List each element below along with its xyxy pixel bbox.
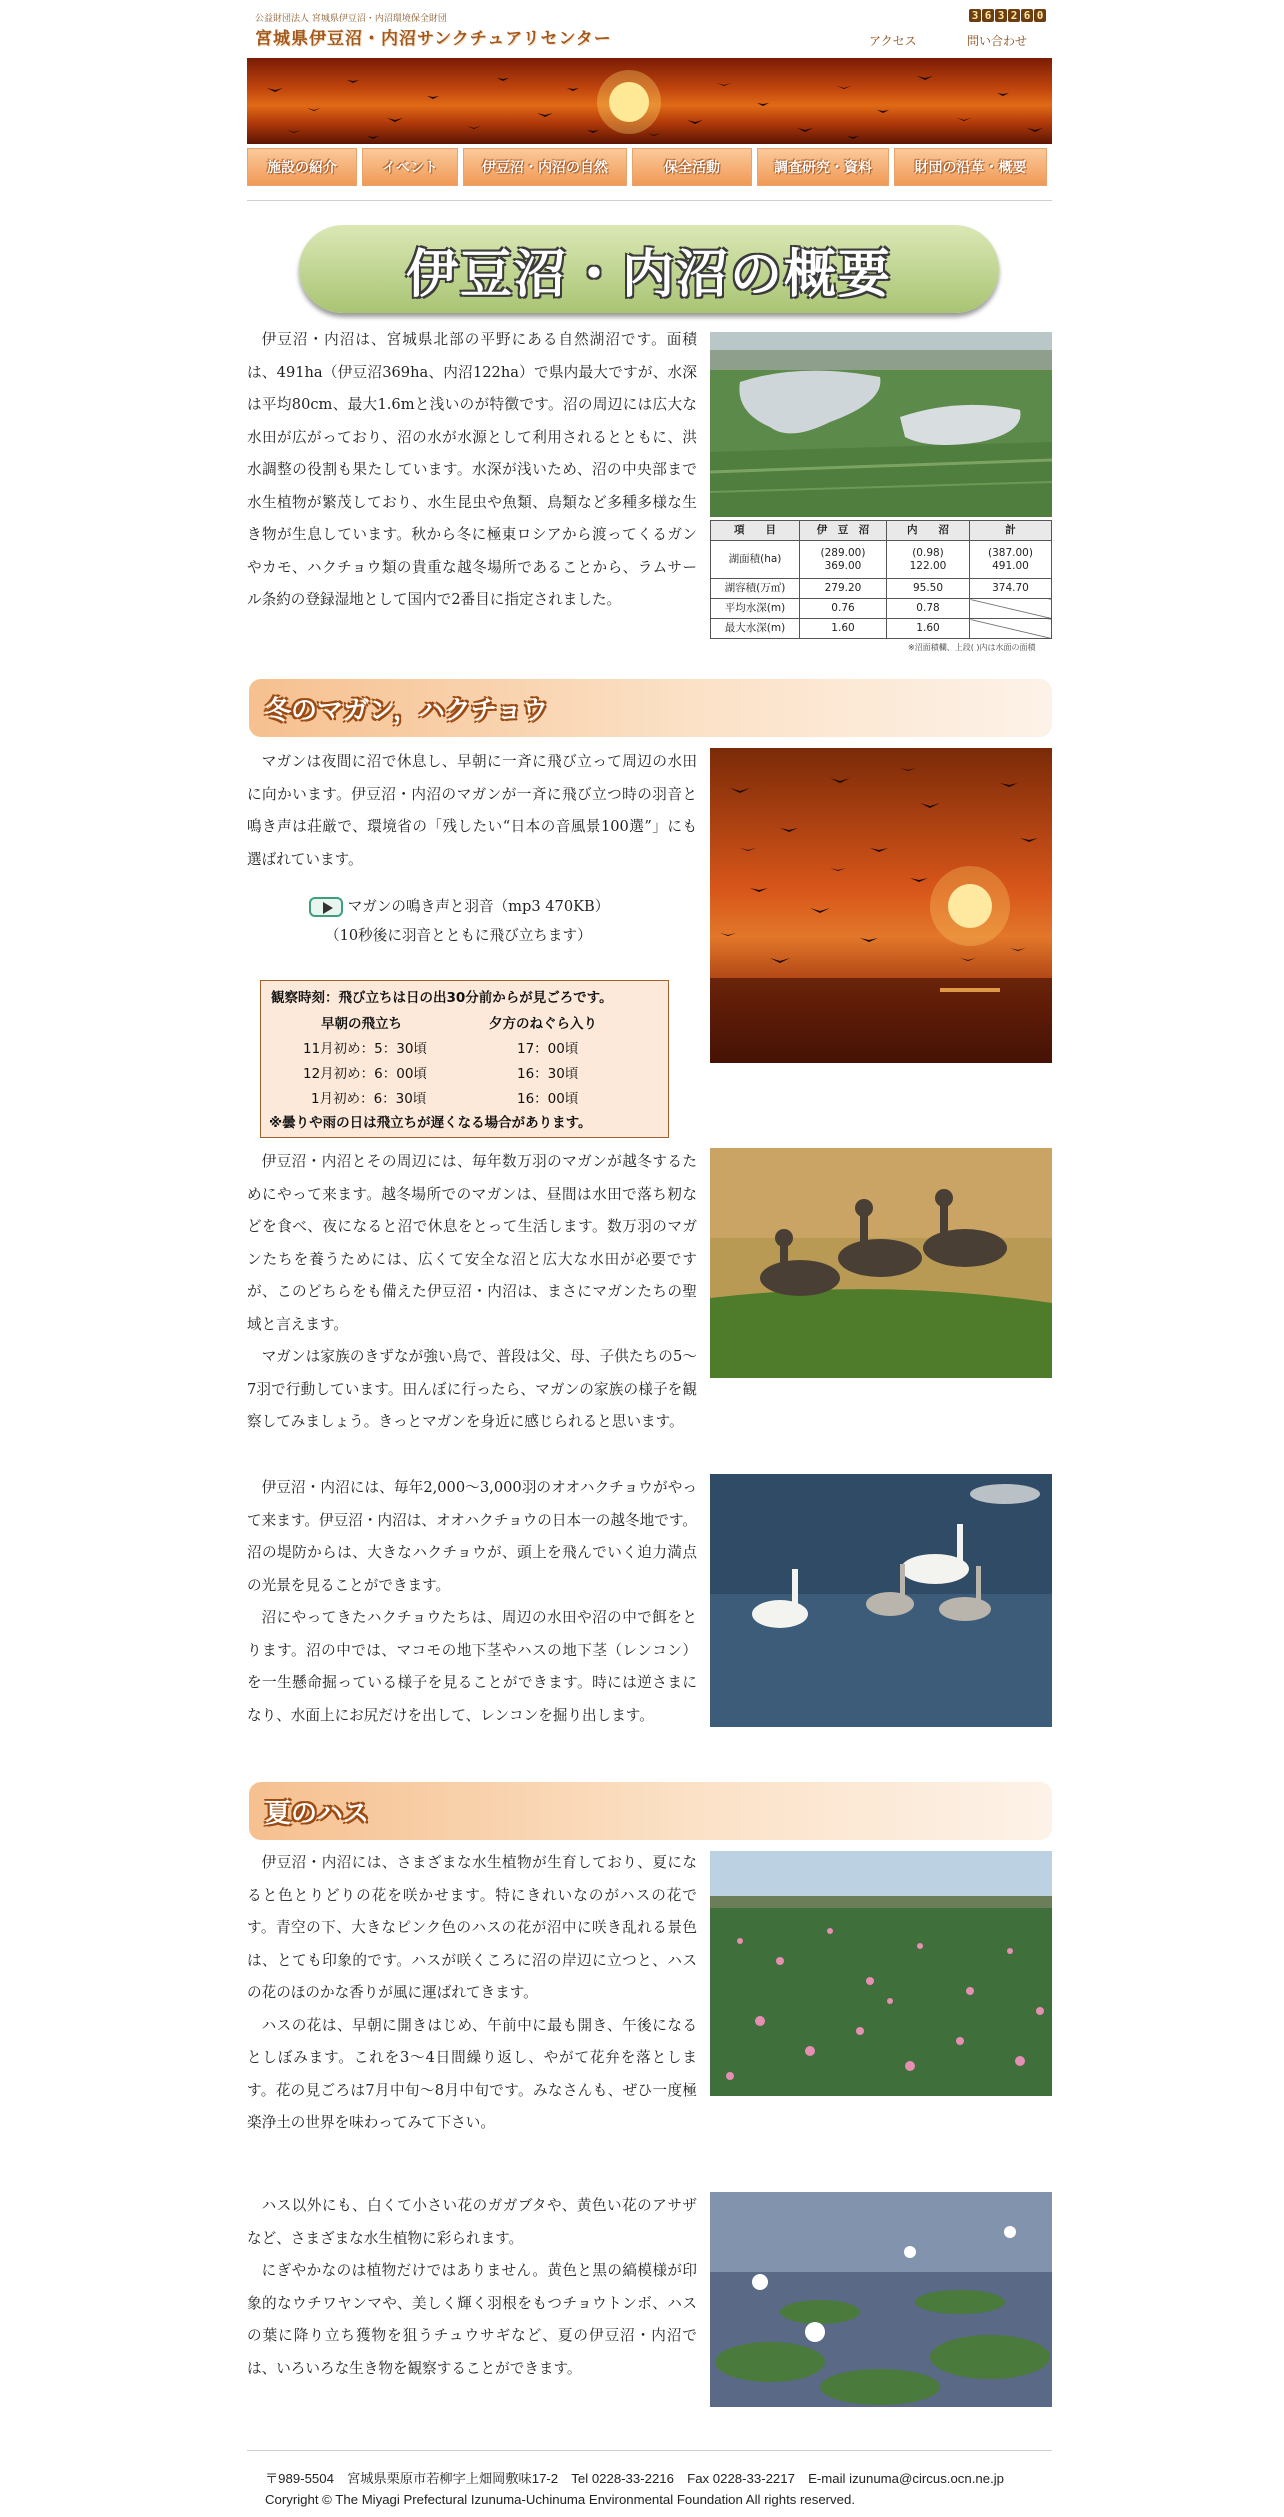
table-cell: (387.00) 491.00: [970, 541, 1052, 579]
observe-note: ※曇りや雨の日は飛立ちが遅くなる場合があります。: [269, 1115, 592, 1131]
nav-research[interactable]: 調査研究・資料: [757, 148, 889, 186]
table-cell: 最大水深(m): [711, 619, 800, 639]
section-heading-summer: 夏のハス: [249, 1782, 1052, 1840]
table-cell: (289.00) 369.00: [800, 541, 887, 579]
visitor-counter: [969, 9, 1046, 22]
counter-digit: 2: [1008, 9, 1020, 22]
table-cell: 1.60: [887, 619, 970, 639]
table-note: ※沼面積欄、上段( )内は水面の面積: [908, 643, 1036, 652]
table-cell: [970, 619, 1052, 639]
org-subtitle: 公益財団法人 宮城県伊豆沼・内沼環境保全財団: [255, 14, 447, 24]
winter-text-3: 伊豆沼・内沼には、毎年2,000～3,000羽のオオハクチョウがやって来ます。伊豆沼・内沼は、オオハクチョウの日本一の越冬地です。沼の堤防からは、大きなハクチョウが、頭上を飛んでいく迫力満点の光景を見ることができます。 沼にやってきたハクチョウたちは、周辺の水田や沼の中で餌をとります。沼の中では、マコモの地下茎やハスの地下茎（レンコン）を一生懸命掘っている様子を見ることができます。時には逆さまになり、水面上にお尻だけを出して、レンコンを掘り出します。: [247, 1479, 697, 1724]
table-cell: [970, 599, 1052, 619]
table-cell: 95.50: [887, 579, 970, 599]
table-header: 内 沼: [887, 521, 970, 541]
nav-conservation[interactable]: 保全活動: [632, 148, 752, 186]
overview-text: 伊豆沼・内沼は、宮城県北部の平野にある自然湖沼です。面積は、491ha（伊豆沼369ha、内沼122ha）で県内最大ですが、水深は平均80cm、最大1.6mと浅いのが特徴です。沼の周辺には広大な水田が広がっており、沼の水が水源として利用されるとともに、洪水調整の役割も果たしています。水深が浅いため、沼の中央部まで水生植物が繁茂しており、水生昆虫や魚類、鳥類など多種多様な生き物が生息しています。秋から冬に極東ロシアから渡ってくるガンやカモ、ハクチョウ類の貴重な越冬場所であることから、ラムサール条約の登録湿地として国内で2番目に指定されました。: [247, 331, 697, 608]
divider: [247, 200, 1052, 201]
nav-facility[interactable]: 施設の紹介: [247, 148, 357, 186]
footer-address: 〒989-5504 宮城県栗原市若柳字上畑岡敷味17-2 Tel 0228-33-2216 Fax 0228-33-2217 E-mail izunuma@circus.ocn.ne.jp: [265, 2471, 1004, 2486]
section-heading-winter: 冬のマガン，ハクチョウ: [249, 679, 1052, 737]
site-logo-title[interactable]: 宮城県伊豆沼・内沼サンクチュアリセンター: [255, 29, 612, 49]
table-cell: 1.60: [800, 619, 887, 639]
play-icon[interactable]: [309, 897, 343, 917]
table-header: 項 目: [711, 521, 800, 541]
geese-sunset-photo: [710, 748, 1052, 1063]
table-header: 伊 豆 沼: [800, 521, 887, 541]
geese-family-photo: [710, 1148, 1052, 1378]
main-nav: [247, 148, 1052, 186]
lotus-field-photo: [710, 1851, 1052, 2096]
table-cell: 平均水深(m): [711, 599, 800, 619]
audio-note: （10秒後に羽音とともに飛び立ちます）: [325, 927, 592, 944]
table-cell: 0.76: [800, 599, 887, 619]
observe-evening: 16：00頃: [517, 1091, 579, 1107]
nav-nature[interactable]: 伊豆沼・内沼の自然: [463, 148, 627, 186]
table-cell: 279.20: [800, 579, 887, 599]
contact-link[interactable]: 問い合わせ: [967, 34, 1028, 48]
winter-text-1: マガンは夜間に沼で休息し、早朝に一斉に飛び立って周辺の水田に向かいます。伊豆沼・内沼のマガンが一斉に飛び立つ時の羽音と鳴き声は荘厳で、環境省の「残したい“日本の音風景100選”」にも選ばれています。: [247, 753, 697, 868]
swans-photo: [710, 1474, 1052, 1727]
summer-text-2: ハス以外にも、白くて小さい花のガガブタや、黄色い花のアサザなど、さまざまな水生植物に彩られます。 にぎやかなのは植物だけではありません。黄色と黒の縞模様が印象的なウチワヤンマや、美しく輝く羽根をもつチョウトンボ、ハスの葉に降り立ち獲物を狙うチュウサギなど、夏の伊豆沼・内沼では、いろいろな生き物を観察することができます。: [247, 2197, 697, 2377]
footer-divider: [247, 2450, 1052, 2451]
access-link[interactable]: アクセス: [869, 34, 917, 48]
observe-col-evening: 夕方のねぐら入り: [489, 1016, 597, 1032]
lake-data-table: [710, 520, 1052, 639]
table-cell: 0.78: [887, 599, 970, 619]
nav-events[interactable]: イベント: [362, 148, 458, 186]
table-cell: 湖容積(万㎥): [711, 579, 800, 599]
counter-digit: 3: [969, 9, 981, 22]
observe-morning: 1月初め：6：30頃: [311, 1091, 427, 1107]
header-banner-image: [247, 58, 1052, 144]
water-lily-photo: [710, 2192, 1052, 2407]
page-title: 伊豆沼・内沼の概要: [299, 225, 999, 313]
counter-digit: 3: [995, 9, 1007, 22]
observe-col-morning: 早朝の飛立ち: [321, 1016, 402, 1032]
observe-evening: 16：30頃: [517, 1066, 579, 1082]
footer-copyright: Coryright © The Miyagi Prefectural Izunuma-Uchinuma Environmental Foundation All rights reserved.: [265, 2492, 855, 2507]
table-cell: (0.98) 122.00: [887, 541, 970, 579]
audio-player: [309, 892, 609, 921]
observe-evening: 17：00頃: [517, 1041, 579, 1057]
audio-label[interactable]: マガンの鳴き声と羽音（mp3 470KB）: [347, 898, 610, 915]
observe-morning: 12月初め：6：00頃: [303, 1066, 427, 1082]
observation-times-box: [260, 980, 669, 1138]
nav-foundation[interactable]: 財団の沿革・概要: [894, 148, 1047, 186]
counter-digit: 6: [1021, 9, 1033, 22]
table-cell: 湖面積(ha): [711, 541, 800, 579]
counter-digit: 0: [1034, 9, 1046, 22]
observe-title: 観察時刻：飛び立ちは日の出30分前からが見ごろです。: [271, 990, 613, 1006]
observe-morning: 11月初め：5：30頃: [303, 1041, 427, 1057]
counter-digit: 6: [982, 9, 994, 22]
table-header: 計: [970, 521, 1052, 541]
aerial-lake-photo: [710, 332, 1052, 517]
summer-text-1: 伊豆沼・内沼には、さまざまな水生植物が生育しており、夏になると色とりどりの花を咲かせます。特にきれいなのがハスの花です。青空の下、大きなピンク色のハスの花が沼中に咲き乱れる景色は、とても印象的です。ハスが咲くころに沼の岸辺に立つと、ハスの花のほのかな香りが風に運ばれてきます。 ハスの花は、早朝に開きはじめ、午前中に最も開き、午後になるとしぼみます。これを3～4日間繰り返し、やがて花弁を落とします。花の見ごろは7月中旬～8月中旬です。みなさんも、ぜひ一度極楽浄土の世界を味わってみて下さい。: [247, 1854, 697, 2131]
winter-text-2: 伊豆沼・内沼とその周辺には、毎年数万羽のマガンが越冬するためにやって来ます。越冬場所でのマガンは、昼間は水田で落ち籾などを食べ、夜になると沼で休息をとって生活します。数万羽のマガンたちを養うためには、広くて安全な沼と広大な水田が必要ですが、このどちらをも備えた伊豆沼・内沼は、まさにマガンたちの聖域と言えます。 マガンは家族のきずなが強い鳥で、普段は父、母、子供たちの5～7羽で行動しています。田んぼに行ったら、マガンの家族の様子を観察してみましょう。きっとマガンを身近に感じられると思います。: [247, 1153, 697, 1430]
table-cell: 374.70: [970, 579, 1052, 599]
